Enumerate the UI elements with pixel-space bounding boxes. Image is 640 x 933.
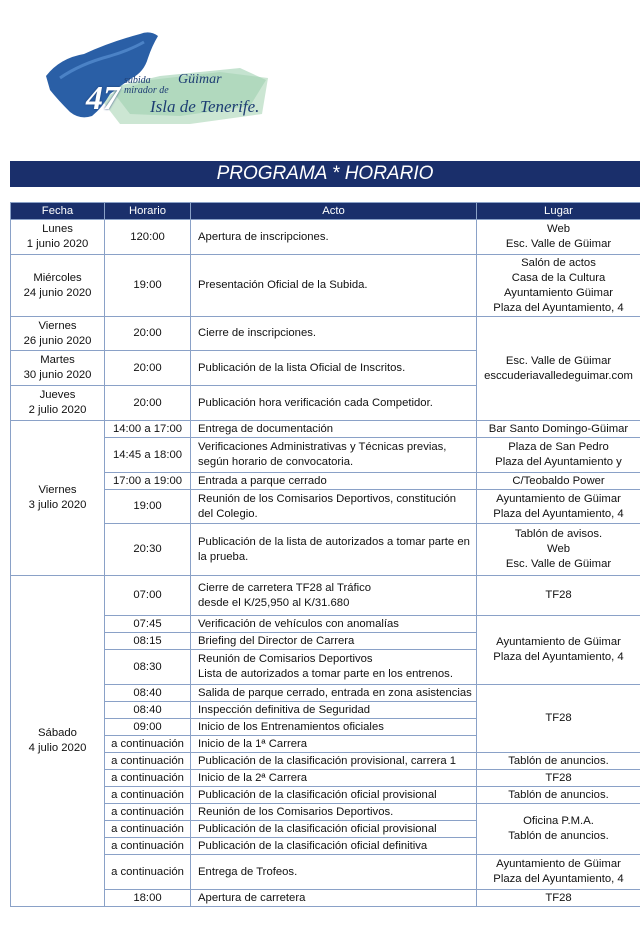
horario-cell: 20:00 [105, 351, 191, 386]
horario-cell: 20:00 [105, 386, 191, 421]
lugar-cell: Plaza de San Pedro Plaza del Ayuntamiento y [477, 438, 640, 473]
acto-cell: Publicación de la lista Oficial de Inscritos. [191, 351, 477, 386]
acto-cell: Cierre de carretera TF28 al Tráfico desde el K/25,950 al K/31.680 [191, 576, 477, 616]
header-acto: Acto [191, 203, 477, 220]
horario-cell: 19:00 [105, 490, 191, 524]
table-row [11, 804, 640, 821]
table-row [11, 317, 640, 351]
logo-number: 47 [86, 80, 120, 117]
acto-cell: Verificaciones Administrativas y Técnicas previas, según horario de convocatoria. [191, 438, 477, 473]
table-row [11, 890, 640, 907]
acto-cell: Apertura de carretera [191, 890, 477, 907]
horario-cell: 07:45 [105, 616, 191, 633]
horario-cell: a continuación [105, 855, 191, 890]
table-row [11, 524, 640, 576]
fecha-cell: Jueves 2 julio 2020 [11, 386, 105, 421]
table-row [11, 770, 640, 787]
horario-cell: 09:00 [105, 719, 191, 736]
fecha-cell: Viernes 26 junio 2020 [11, 317, 105, 351]
horario-cell: 08:15 [105, 633, 191, 650]
acto-cell: Presentación Oficial de la Subida. [191, 255, 477, 317]
acto-cell: Apertura de inscripciones. [191, 220, 477, 255]
table-row [11, 490, 640, 524]
lugar-cell: Web Esc. Valle de Güimar [477, 220, 640, 255]
header-fecha: Fecha [11, 203, 105, 220]
fecha-cell: Miércoles 24 junio 2020 [11, 255, 105, 317]
acto-cell: Publicación hora verificación cada Competidor. [191, 386, 477, 421]
acto-cell: Inicio de los Entrenamientos oficiales [191, 719, 477, 736]
table-row [11, 576, 640, 616]
table-row [11, 438, 640, 473]
table-row [11, 753, 640, 770]
horario-cell: 14:00 a 17:00 [105, 421, 191, 438]
horario-cell: 18:00 [105, 890, 191, 907]
horario-cell: a continuación [105, 770, 191, 787]
horario-cell: a continuación [105, 804, 191, 821]
horario-cell: a continuación [105, 787, 191, 804]
acto-cell: Reunión de los Comisarios Deportivos, constitución del Colegio. [191, 490, 477, 524]
acto-cell: Publicación de la clasificación oficial provisional [191, 821, 477, 838]
acto-cell: Inspección definitiva de Seguridad [191, 702, 477, 719]
acto-cell: Salida de parque cerrado, entrada en zona asistencias [191, 685, 477, 702]
program-title-banner: PROGRAMA * HORARIO [10, 161, 640, 187]
horario-cell: a continuación [105, 821, 191, 838]
fecha-cell: Sábado 4 julio 2020 [11, 576, 105, 907]
table-row [11, 855, 640, 890]
horario-cell: a continuación [105, 753, 191, 770]
lugar-cell: C/Teobaldo Power [477, 473, 640, 490]
acto-cell: Entrega de Trofeos. [191, 855, 477, 890]
horario-cell: 14:45 a 18:00 [105, 438, 191, 473]
fecha-cell: Lunes 1 junio 2020 [11, 220, 105, 255]
horario-cell: 120:00 [105, 220, 191, 255]
horario-cell: 08:40 [105, 685, 191, 702]
fecha-cell: Viernes 3 julio 2020 [11, 421, 105, 576]
acto-cell: Entrada a parque cerrado [191, 473, 477, 490]
acto-cell: Cierre de inscripciones. [191, 317, 477, 351]
lugar-cell: Esc. Valle de Güimar esccuderiavalledeguimar.com [477, 317, 640, 421]
acto-cell: Reunión de Comisarios Deportivos Lista de autorizados a tomar parte en los entrenos. [191, 650, 477, 685]
lugar-cell: Bar Santo Domingo-Güimar [477, 421, 640, 438]
lugar-cell: Oficina P.M.A. Tablón de anuncios. [477, 804, 640, 855]
table-row [11, 616, 640, 633]
table-row [11, 787, 640, 804]
logo-guimar-text: Güimar [178, 72, 222, 87]
horario-cell: a continuación [105, 838, 191, 855]
lugar-cell: TF28 [477, 770, 640, 787]
lugar-cell: TF28 [477, 685, 640, 753]
acto-cell: Briefing del Director de Carrera [191, 633, 477, 650]
acto-cell: Reunión de los Comisarios Deportivos. [191, 804, 477, 821]
table-row [11, 473, 640, 490]
horario-cell: a continuación [105, 736, 191, 753]
lugar-cell: TF28 [477, 576, 640, 616]
schedule-table [10, 202, 640, 907]
lugar-cell: Tablón de avisos. Web Esc. Valle de Güimar [477, 524, 640, 576]
acto-cell: Verificación de vehículos con anomalías [191, 616, 477, 633]
acto-cell: Publicación de la clasificación oficial definitiva [191, 838, 477, 855]
lugar-cell: Ayuntamiento de Güimar Plaza del Ayuntamiento, 4 [477, 855, 640, 890]
acto-cell: Publicación de la lista de autorizados a tomar parte en la prueba. [191, 524, 477, 576]
logo-subtitle-line2: mirador de [124, 85, 169, 96]
table-row [11, 685, 640, 702]
lugar-cell: Tablón de anuncios. [477, 787, 640, 804]
fecha-cell: Martes 30 junio 2020 [11, 351, 105, 386]
lugar-cell: Salón de actos Casa de la Cultura Ayuntamiento Güimar Plaza del Ayuntamiento, 4 [477, 255, 640, 317]
event-logo [40, 28, 270, 128]
horario-cell: 07:00 [105, 576, 191, 616]
logo-isla-text: Isla de Tenerife. [150, 97, 260, 116]
header-horario: Horario [105, 203, 191, 220]
horario-cell: 20:30 [105, 524, 191, 576]
logo-subtitle-line1: subida [124, 75, 151, 86]
horario-cell: 17:00 a 19:00 [105, 473, 191, 490]
acto-cell: Entrega de documentación [191, 421, 477, 438]
lugar-cell: Tablón de anuncios. [477, 753, 640, 770]
acto-cell: Inicio de la 2ª Carrera [191, 770, 477, 787]
table-header-row [11, 203, 640, 220]
table-row [11, 255, 640, 317]
acto-cell: Inicio de la 1ª Carrera [191, 736, 477, 753]
header-lugar: Lugar [477, 203, 640, 220]
table-row [11, 220, 640, 255]
lugar-cell: TF28 [477, 890, 640, 907]
lugar-cell: Ayuntamiento de Güimar Plaza del Ayuntamiento, 4 [477, 490, 640, 524]
acto-cell: Publicación de la clasificación oficial provisional [191, 787, 477, 804]
table-row [11, 421, 640, 438]
horario-cell: 08:30 [105, 650, 191, 685]
horario-cell: 19:00 [105, 255, 191, 317]
horario-cell: 20:00 [105, 317, 191, 351]
lugar-cell: Ayuntamiento de Güimar Plaza del Ayuntamiento, 4 [477, 616, 640, 685]
horario-cell: 08:40 [105, 702, 191, 719]
acto-cell: Publicación de la clasificación provisional, carrera 1 [191, 753, 477, 770]
